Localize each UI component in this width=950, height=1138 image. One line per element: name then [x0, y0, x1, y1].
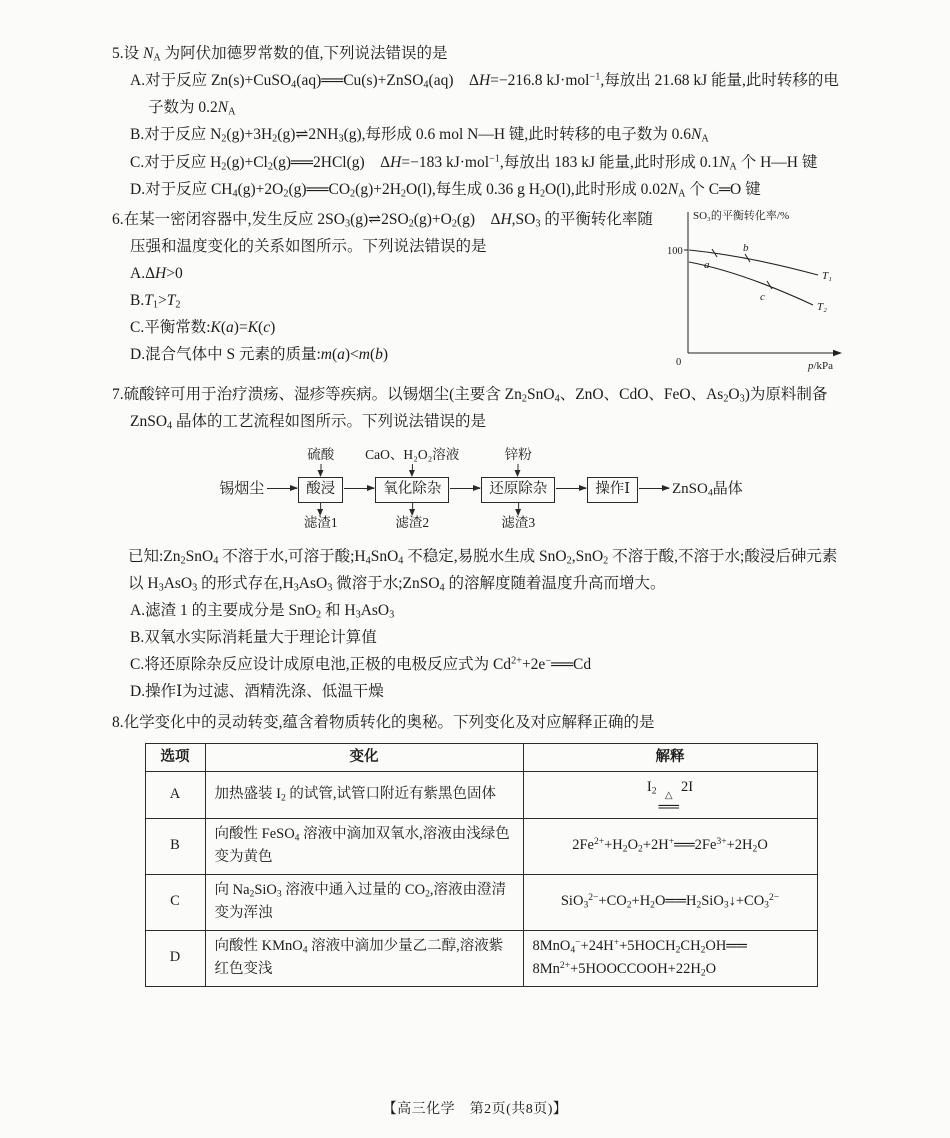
flow-stage-top: [505, 446, 532, 475]
table-cell-change: 向 $Na_2SiO_3$ 溶液中通入过量的 $CO_2$,溶液由澄清变为浑浊: [205, 874, 523, 930]
flow-arrow-down-icon: [412, 464, 413, 475]
question-7: [112, 381, 850, 706]
flow-top-label: 硫酸: [307, 446, 335, 462]
flow-arrow-down-icon: [518, 503, 519, 514]
flow-stage-bottom: [501, 503, 535, 532]
equilibrium-conversion-graph: [666, 206, 850, 376]
graph-point-c-label: c: [760, 290, 765, 303]
table-cell-option: D: [145, 930, 205, 986]
table-cell-change: 向酸性 KMnO$_4$ 溶液中滴加少量乙二醇,溶液紫红色变浅: [205, 930, 523, 986]
process-flowchart: [112, 437, 850, 543]
flow-box-reduction: 还原除杂: [481, 477, 555, 503]
question-7-option-d: D.操作Ⅰ为过滤、酒精洗涤、低温干燥: [130, 683, 384, 701]
question-7-option-b: B.双氧水实际消耗量大于理论计算值: [130, 629, 377, 647]
flow-stage-top: [307, 446, 334, 475]
flow-arrow-down-icon: [518, 464, 519, 475]
flow-arrow-down-icon: [320, 464, 321, 475]
flow-arrow-right-icon: [639, 488, 669, 489]
explanation-table: [145, 743, 818, 987]
graph-curve-t1-label: T₁: [822, 269, 832, 282]
flow-arrow-right-icon: [344, 488, 374, 489]
question-5-option-d: D.对于反应 $CH_4(g)+2O_2(g)══CO_2(g)+2H_2O(l)$,每生成 0.36 g $H_2O(l)$,此时形成 $0.02N_A$ 个 C═O 键: [130, 180, 761, 200]
flow-stage-bottom: [395, 503, 429, 532]
table-cell-explain: $8MnO_4^-+24H^++5HOCH_2CH_2OH══$ $8Mn^{2+}+5HOOCCOOH+22H_2O$: [523, 930, 817, 986]
question-5-option-b: B.对于反应 $N_2(g)+3H_2(g)\rightleftharpoons 2NH_3(g)$,每形成 0.6 mol N—H 键,此时转移的电子数为 $0.6N_A$: [130, 126, 709, 145]
table-cell-option: B: [145, 818, 205, 874]
table-cell-explain: $SiO_3^{2-}+CO_2+H_2O══H_2SiO_3↓+CO_3^{2-}$: [523, 874, 817, 930]
graph-origin-label: 0: [676, 356, 682, 368]
question-5-stem: 5.设 $N_A$ 为阿伏加德罗常数的值,下列说法错误的是: [112, 45, 448, 64]
table-cell-option: A: [145, 772, 205, 819]
flow-stage-oxidation: [365, 446, 460, 530]
question-8: [112, 709, 850, 987]
table-header-change: 变化: [205, 743, 523, 771]
question-6-option-a: A.ΔH>0: [130, 265, 183, 282]
flow-box-acid-leach: 酸浸: [298, 477, 343, 503]
question-7-stem: 7.硫酸锌可用于治疗溃疡、湿疹等疾病。以锡烟尘(主要含 $Zn_2SnO_4$、ZnO、CdO、FeO、$As_2O_3$)为原料制备 ZnSO$_4$ 晶体的工艺流程如图所示。下列说法错误的是: [112, 385, 828, 432]
table-header-row: [145, 743, 817, 771]
flow-top-label: CaO、H₂O₂溶液: [365, 446, 460, 462]
graph-x-axis-label: p/kPa: [808, 359, 834, 372]
flow-arrow-down-icon: [320, 503, 321, 514]
flow-stage-top: [365, 446, 459, 475]
table-row-a: [145, 772, 817, 819]
question-8-stem: 8.化学变化中的灵动转变,蕴含着物质转化的奥秘。下列变化及对应解释正确的是: [112, 713, 655, 731]
page-footer: 【高三化学 第2页(共8页)】: [382, 1101, 568, 1117]
flow-box-oxidation: 氧化除杂: [375, 477, 449, 503]
question-6-stem: 6.在某一密闭容器中,发生反应 $2SO_3(g)\rightleftharpoons 2SO_2(g)+O_2(g)$ $\Delta H,SO_3$ 的平衡转化率随压强和温度变化的关系如图所示。下列说法错误的是: [112, 210, 653, 255]
table-cell-explain: $I_2$ △ ══ 2I: [523, 772, 817, 819]
question-7-known: 已知$:Zn_2SnO_4$ 不溶于水,可溶于酸$;H_4SnO_4$ 不稳定,易脱水生成 SnO$_2$,SnO$_2$ 不溶于酸,不溶于水;酸浸后砷元素以 $H_3AsO_3$ 的形式存在$,H_3AsO_3$ 微溶于水;ZnSO$_4$ 的溶解度随着温度升高而增大。: [128, 547, 838, 594]
flow-arrow-right-icon: [267, 488, 297, 489]
graph-point-a-label: a: [704, 258, 710, 271]
question-7-option-c: C.将还原除杂反应设计成原电池,正极的电极反应式为 $Cd^{2+}+2e^-══Cd$: [130, 655, 592, 674]
question-6-option-c: C.平衡常数:K(a)=K(c): [130, 319, 276, 337]
table-cell-change: 向酸性 FeSO$_4$ 溶液中滴加双氧水,溶液由浅绿色变为黄色: [205, 818, 523, 874]
flow-arrow-down-icon: [412, 503, 413, 514]
flow-stage-acid-leach: [298, 446, 343, 530]
graph-point-b-label: b: [743, 241, 749, 254]
graph-y-axis-title: SO₃的平衡转化率/%: [693, 209, 790, 222]
table-row-c: [145, 874, 817, 930]
flow-output-label: ZnSO$_4$晶体: [671, 480, 743, 499]
graph-canvas: [666, 206, 850, 376]
table-cell-change: 加热盛装 $I_2$ 的试管,试管口附近有紫黑色固体: [205, 772, 523, 819]
flow-stage-operation-1: [587, 475, 638, 503]
graph-curve-t2-label: T₂: [817, 300, 827, 313]
table-cell-explain: $2Fe^{2+}+H_2O_2+2H^+══2Fe^{3+}+2H_2O$: [523, 818, 817, 874]
table-header-explain: 解释: [523, 743, 817, 771]
graph-y-tick-label: 100: [667, 245, 683, 257]
question-6: [112, 206, 850, 378]
question-5-option-c: C.对于反应 $H_2(g)+Cl_2(g)══2HCl(g)$ ΔH=−183 kJ·mol$^{-1}$,每放出 183 kJ 能量,此时形成 $0.1N_A$ 个 H—H 键: [130, 152, 818, 173]
question-5-option-a: A.对于反应 Zn(s)+CuSO$_4$(aq)══Cu(s)+ZnSO$_4$(aq) ΔH=−216.8 kJ·mol$^{-1}$,每放出 21.68 kJ 能量,此时转移的电子数为 $0.2N_A$: [130, 71, 839, 118]
flow-input-label: 锡烟尘: [219, 480, 265, 497]
table-row-d: [145, 930, 817, 986]
graph-x-axis-arrow-icon: [833, 350, 842, 356]
flow-arrow-right-icon: [450, 488, 480, 489]
table-row-b: [145, 818, 817, 874]
flow-bottom-label: 滤渣3: [501, 514, 536, 530]
question-6-option-d: D.混合气体中 S 元素的质量:m(a)<m(b): [130, 346, 389, 364]
flow-bottom-label: 滤渣2: [395, 514, 430, 530]
flow-box-operation-1: 操作Ⅰ: [587, 477, 638, 503]
flow-stage-bottom: [304, 503, 338, 532]
question-5: [112, 40, 850, 203]
flow-arrow-right-icon: [556, 488, 586, 489]
question-6-option-b: $B.T_1>T_2$: [130, 292, 181, 311]
table-header-option: 选项: [145, 743, 205, 771]
flow-top-label: 锌粉: [504, 446, 532, 462]
table-cell-option: C: [145, 874, 205, 930]
flow-bottom-label: 滤渣1: [303, 514, 338, 530]
flow-stage-reduction: [481, 446, 555, 530]
question-7-option-a: A.滤渣 1 的主要成分是 SnO$_2$ 和 $H_3AsO_3$: [130, 602, 395, 621]
